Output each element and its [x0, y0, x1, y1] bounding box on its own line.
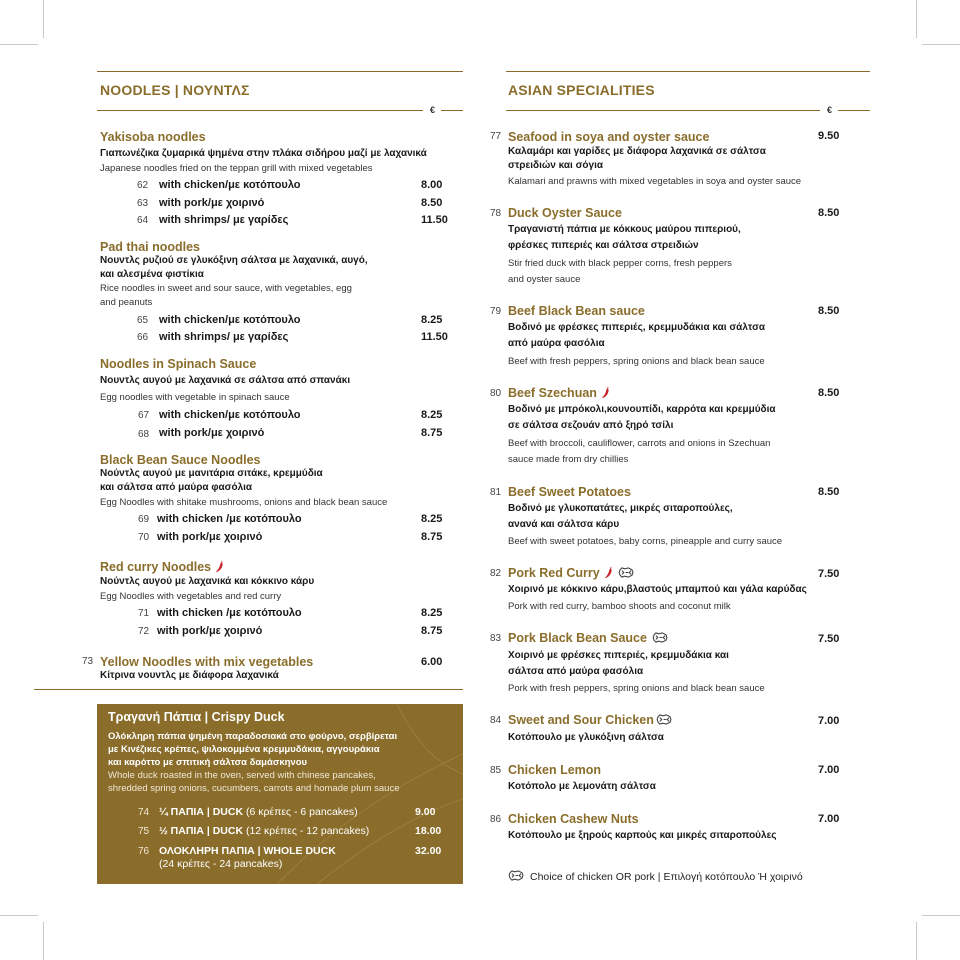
- item-desc-greek: Κοτόπολο με λεμονάτη σάλτσα: [508, 781, 656, 792]
- choice-footnote: [508, 870, 803, 883]
- duck-option-detail: (24 κρέπες - 24 pancakes): [159, 858, 283, 870]
- section-top-rule: [506, 71, 870, 72]
- item-title-spicy: [508, 386, 610, 400]
- item-desc-english: Stir fried duck with black pepper corns, fresh peppers: [508, 258, 732, 269]
- item-title: Pad thai noodles: [100, 240, 201, 254]
- item-title-text: Sweet and Sour Chicken: [508, 713, 654, 727]
- price: 8.50: [818, 305, 840, 317]
- item-desc-english: Pork with red curry, bamboo shoots and coconut milk: [508, 601, 731, 612]
- item-number: 65: [137, 315, 149, 326]
- price: 8.50: [818, 486, 840, 498]
- price: 8.50: [818, 207, 840, 219]
- variant-label: with pork/με χοιρινό: [157, 625, 263, 637]
- item-number: 72: [138, 626, 150, 637]
- item-number: 73: [82, 656, 94, 667]
- crispy-duck-title: Τραγανή Πάπια | Crispy Duck: [108, 710, 285, 724]
- price: 7.00: [818, 715, 840, 727]
- item-title: Duck Oyster Sauce: [508, 206, 622, 220]
- item-title-choice: [508, 713, 673, 727]
- item-desc-greek: από μαύρα φασόλια: [508, 338, 605, 349]
- variant-label: with chicken/με κοτόπουλο: [159, 314, 301, 326]
- item-number: 70: [138, 532, 150, 543]
- item-title-spicy: [508, 566, 635, 580]
- variant-label: with pork/με χοιρινό: [157, 531, 263, 543]
- price: 8.00: [421, 179, 443, 191]
- item-desc-english: Rice noodles in sweet and sour sauce, with vegetables, egg: [100, 283, 352, 294]
- duck-option-detail: (12 κρέπες - 12 pancakes): [243, 825, 370, 837]
- item-desc-greek: Χοιρινό με φρέσκες πιπεριές, κρεμμυδάκια και: [508, 650, 729, 661]
- item-desc-greek: Νουντλς ρυζιού σε γλυκόξινη σάλτσα με λαχανικά, αυγό,: [100, 255, 368, 266]
- price: 9.00: [415, 806, 436, 818]
- item-number: 81: [490, 487, 502, 498]
- item-number: 80: [490, 388, 502, 399]
- item-desc-greek: και σάλτσα από μαύρα φασόλια: [100, 482, 253, 493]
- chili-pepper-icon: [604, 566, 613, 579]
- item-desc-english: Pork with fresh peppers, spring onions and black bean sauce: [508, 683, 765, 694]
- price: 11.50: [421, 214, 448, 226]
- item-number: 63: [137, 198, 149, 209]
- price: 8.50: [818, 387, 840, 399]
- chicken-or-pork-icon: [656, 714, 673, 725]
- crop-mark: [0, 915, 38, 916]
- item-number: 78: [490, 208, 502, 219]
- chicken-or-pork-icon: [618, 567, 635, 578]
- duck-option-label: [159, 825, 369, 837]
- price: 8.75: [421, 427, 443, 439]
- item-number: 75: [138, 826, 150, 837]
- section-rule: [97, 110, 423, 111]
- chili-pepper-icon: [601, 386, 610, 399]
- item-desc-english: and peanuts: [100, 297, 153, 308]
- price: 11.50: [421, 331, 448, 343]
- item-title-spicy: [100, 560, 224, 574]
- item-desc-english: Beef with sweet potatoes, baby corns, pineapple and curry sauce: [508, 536, 783, 547]
- item-desc-greek: Βοδινό με μπρόκολι,κουνουπίδι, καρρότα και κρεμμύδια: [508, 404, 776, 415]
- item-number: 67: [138, 410, 150, 421]
- price: 7.50: [818, 568, 840, 580]
- crop-mark: [922, 44, 960, 45]
- currency-label: €: [827, 105, 833, 115]
- item-title: Chicken Cashew Nuts: [508, 812, 639, 826]
- item-desc-english: Kalamari and prawns with mixed vegetables in soya and oyster sauce: [508, 176, 802, 187]
- item-desc-greek: Καλαμάρι και γαρίδες με διάφορα λαχανικά σε σάλτσα: [508, 146, 766, 157]
- item-desc-english: Japanese noodles fried on the teppan grill with mixed vegetables: [100, 163, 373, 174]
- item-number: 74: [138, 807, 150, 818]
- price: 7.00: [818, 813, 840, 825]
- duck-desc-english: shredded spring onions, cucumbers, carrots and homade plum sauce: [108, 783, 400, 794]
- item-desc-greek: Βοδινό με γλυκοπατάτες, μικρές σιταροπούλες,: [508, 503, 733, 514]
- chili-pepper-icon: [215, 560, 224, 573]
- item-number: 83: [490, 633, 502, 644]
- noodles-section-title: NOODLES | ΝΟΥΝΤΛΣ: [100, 82, 250, 98]
- item-number: 76: [138, 846, 150, 857]
- item-number: 68: [138, 429, 150, 440]
- crop-mark: [43, 0, 44, 38]
- duck-option-label: [159, 806, 358, 818]
- item-title: Yakisoba noodles: [100, 130, 206, 144]
- price: 8.75: [421, 625, 443, 637]
- item-title: Beef Black Bean sauce: [508, 304, 645, 318]
- item-title-choice: [508, 631, 669, 645]
- price: 8.25: [421, 409, 443, 421]
- item-desc-greek: Νουντλς αυγού με λαχανικά σε σάλτσα από σπανάκι: [100, 375, 351, 386]
- variant-label: with chicken /με κοτόπουλο: [157, 513, 302, 525]
- variant-label: with chicken /με κοτόπουλο: [157, 607, 302, 619]
- section-rule: [506, 110, 820, 111]
- crispy-duck-panel: [97, 704, 463, 884]
- item-desc-greek: Γιαπωνέζικα ζυμαρικά ψημένα στην πλάκα σιδήρου μαζί με λαχανικά: [100, 148, 427, 159]
- item-number: 77: [490, 131, 502, 142]
- price: 8.75: [421, 531, 443, 543]
- item-desc-english: Egg Noodles with shitake mushrooms, onions and black bean sauce: [100, 497, 388, 508]
- item-desc-english: Egg noodles with vegetable in spinach sauce: [100, 392, 290, 403]
- item-number: 82: [490, 568, 502, 579]
- variant-label: with pork/με χοιρινό: [159, 427, 265, 439]
- duck-desc-greek: με Κινέζικες κρέπες, ψιλοκομμένα κρεμμυδάκια, αγγουράκια: [108, 744, 380, 755]
- price: 32.00: [415, 845, 442, 857]
- item-title: Seafood in soya and oyster sauce: [508, 130, 710, 144]
- item-desc-english: and oyster sauce: [508, 274, 581, 285]
- duck-desc-greek: Ολόκληρη πάπια ψημένη παραδοσιακά στο φούρνο, σερβίρεται: [108, 731, 398, 742]
- item-desc-greek: Βοδινό με φρέσκες πιπεριές, κρεμμυδάκια και σάλτσα: [508, 322, 766, 333]
- item-number: 62: [137, 180, 149, 191]
- item-number: 84: [490, 715, 502, 726]
- asian-section-title: ASIAN SPECIALITIES: [508, 82, 655, 98]
- item-desc-english: Beef with fresh peppers, spring onions and black bean sauce: [508, 356, 765, 367]
- item-number: 69: [138, 514, 150, 525]
- item-number: 71: [138, 608, 150, 619]
- price: 7.50: [818, 633, 840, 645]
- section-rule: [441, 110, 463, 111]
- duck-option-detail: (6 κρέπες - 6 pancakes): [243, 806, 358, 818]
- chicken-or-pork-icon: [508, 870, 525, 881]
- variant-label: with shrimps/ με γαρίδες: [159, 331, 289, 343]
- section-top-rule: [97, 71, 463, 72]
- price: 7.00: [818, 764, 840, 776]
- price: 6.00: [421, 656, 443, 668]
- price: 8.25: [421, 513, 443, 525]
- price: 18.00: [415, 825, 442, 837]
- variant-label: with chicken/με κοτόπουλο: [159, 179, 301, 191]
- variant-label: with chicken/με κοτόπουλο: [159, 409, 301, 421]
- currency-label: €: [430, 105, 436, 115]
- item-desc-greek: Κίτρινα νουντλς με διάφορα λαχανικά: [100, 670, 279, 681]
- item-title-text: Pork Black Bean Sauce: [508, 631, 647, 645]
- variant-label: with shrimps/ με γαρίδες: [159, 214, 289, 226]
- price: 8.50: [421, 197, 443, 209]
- duck-option-name: ½ ΠΑΠΙΑ | DUCK: [159, 825, 244, 837]
- item-title: Black Bean Sauce Noodles: [100, 453, 261, 467]
- item-number: 66: [137, 332, 149, 343]
- crop-mark: [922, 915, 960, 916]
- item-number: 64: [137, 215, 149, 226]
- duck-option-name: ¼ ΠΑΠΙΑ | DUCK: [159, 806, 244, 818]
- item-number: 79: [490, 306, 502, 317]
- footnote-text: Choice of chicken OR pork | Επιλογή κοτόπουλο Ή χοιρινό: [530, 871, 803, 883]
- item-title: Beef Sweet Potatoes: [508, 485, 631, 499]
- item-desc-greek: Κοτόπουλο με γλυκόξινη σάλτσα: [508, 732, 664, 743]
- crop-mark: [916, 0, 917, 38]
- price: 9.50: [818, 130, 840, 142]
- item-desc-english: sauce made from dry chillies: [508, 454, 629, 465]
- price: 8.25: [421, 607, 443, 619]
- item-title: Noodles in Spinach Sauce: [100, 357, 257, 371]
- crop-mark: [916, 922, 917, 960]
- duck-option-label: [159, 845, 336, 857]
- item-desc-greek: Νούντλς αυγού με μανιτάρια σιτάκε, κρεμμύδια: [100, 468, 323, 479]
- item-desc-greek: φρέσκες πιπεριές και σάλτσα στρειδιών: [508, 240, 699, 251]
- item-desc-greek: Χοιρινό με κόκκινο κάρυ,βλαστούς μπαμπού και γάλα καρύδας: [508, 584, 807, 595]
- duck-desc-english: Whole duck roasted in the oven, served with chinese pancakes,: [108, 770, 376, 781]
- item-title-text: Red curry Noodles: [100, 560, 212, 574]
- item-desc-greek: σε σάλτσα σεζουάν από ξηρό τσίλι: [508, 420, 674, 431]
- item-desc-greek: Νούντλς αυγού με λαχανικά και κόκκινο κάρυ: [100, 576, 315, 587]
- item-title-text: Beef Szechuan: [508, 386, 597, 400]
- section-rule: [838, 110, 870, 111]
- crop-mark: [43, 922, 44, 960]
- price: 8.25: [421, 314, 443, 326]
- variant-label: with pork/με χοιρινό: [159, 197, 265, 209]
- item-desc-greek: στρειδιών και σόγια: [508, 160, 604, 171]
- item-desc-greek: Τραγανιστή πάπια με κόκκους μαύρου πιπεριού,: [508, 224, 741, 235]
- chicken-or-pork-icon: [652, 632, 669, 643]
- duck-option-name: ΟΛΟΚΛΗΡΗ ΠΑΠΙΑ | WHOLE DUCK: [159, 845, 336, 857]
- item-desc-english: Egg Noodles with vegetables and red curry: [100, 591, 282, 602]
- duck-desc-greek: και καρόττο με σπιτική σάλτσα δαμάσκηνου: [108, 757, 308, 768]
- item-desc-greek: ανανά και σάλτσα κάρυ: [508, 519, 620, 530]
- item-desc-english: Beef with broccoli, cauliflower, carrots and onions in Szechuan: [508, 438, 771, 449]
- section-rule: [34, 689, 463, 690]
- item-title: Chicken Lemon: [508, 763, 602, 777]
- item-desc-greek: Κοτόπουλο με ξηρούς καρπούς και μικρές σιταροπούλες: [508, 830, 777, 841]
- item-desc-greek: σάλτσα από μαύρα φασόλια: [508, 666, 644, 677]
- crop-mark: [0, 44, 38, 45]
- item-number: 86: [490, 814, 502, 825]
- item-number: 85: [490, 765, 502, 776]
- item-title-text: Pork Red Curry: [508, 566, 600, 580]
- item-desc-greek: και αλεσμένα φιστίκια: [100, 269, 204, 280]
- item-title: Yellow Noodles with mix vegetables: [100, 655, 314, 669]
